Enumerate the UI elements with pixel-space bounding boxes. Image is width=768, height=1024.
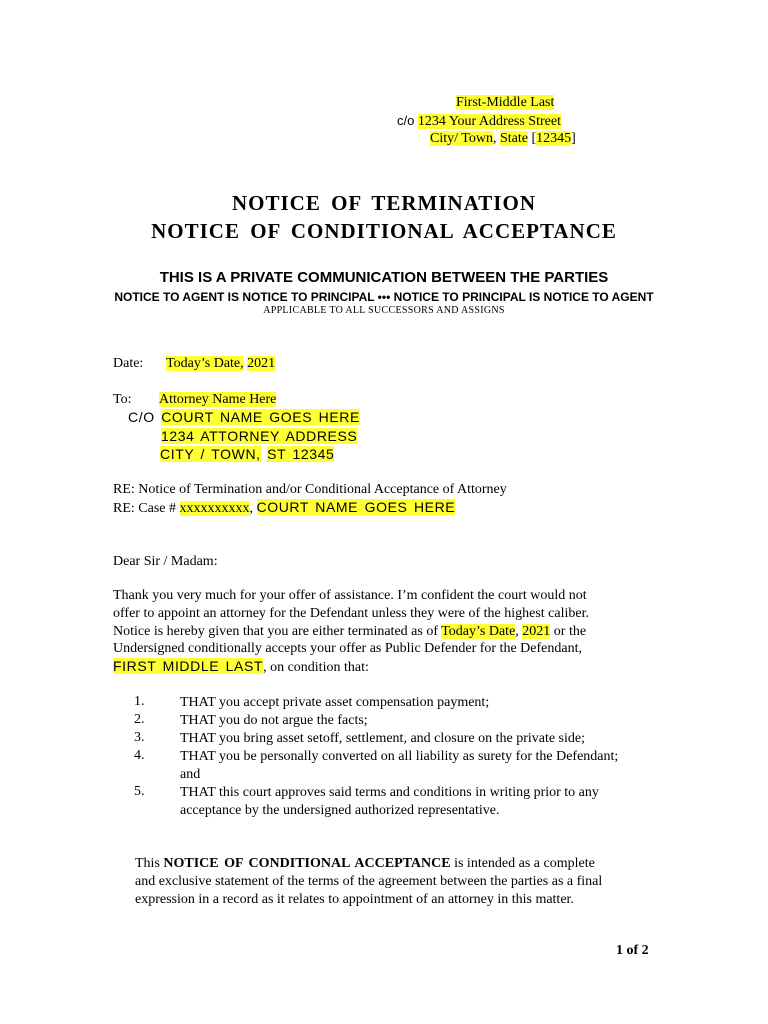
defendant-name: FIRST MIDDLE LAST <box>113 658 264 674</box>
body-line-4: Undersigned conditionally accepts your offer as Public Defender for the Defendant, <box>113 641 582 656</box>
list-item: THAT you do not argue the facts; <box>180 713 368 728</box>
attorney-name: Attorney Name Here <box>159 392 277 407</box>
case-number: xxxxxxxxxx <box>179 501 250 516</box>
recipient-city-line <box>160 445 334 463</box>
body-year: 2021 <box>522 624 551 639</box>
re-notice-line: RE: Notice of Termination and/or Conditional Acceptance of Attorney <box>113 482 507 497</box>
closing-line-2: and exclusive statement of the terms of the agreement between the parties as a final <box>135 874 603 889</box>
agent-principal-notice: NOTICE TO AGENT IS NOTICE TO PRINCIPAL ••• NOTICE TO PRINCIPAL IS NOTICE TO AGENT <box>114 290 654 304</box>
sender-street: 1234 Your Address Street <box>417 114 561 129</box>
re-court: COURT NAME GOES HERE <box>256 499 456 515</box>
sender-name: First-Middle Last <box>456 95 555 110</box>
recipient-address: 1234 ATTORNEY ADDRESS <box>161 428 358 444</box>
page-number: 1 of 2 <box>616 943 649 958</box>
closing-line-3: expression in a record as it relates to appointment of an attorney in this matter. <box>135 892 574 907</box>
to-label: To: <box>113 392 132 407</box>
date-label: Date: <box>113 356 144 371</box>
sender-co-label: c/o <box>397 113 415 128</box>
title-conditional-acceptance: NOTICE OF CONDITIONAL ACCEPTANCE <box>151 219 617 243</box>
title-termination: NOTICE OF TERMINATION <box>232 191 536 215</box>
recipient-city: CITY / TOWN, <box>160 446 261 462</box>
re-case-line: RE: Case # xxxxxxxxxx, COURT NAME GOES HERE <box>113 499 456 516</box>
closing-bold-title: NOTICE OF CONDITIONAL ACCEPTANCE <box>163 856 451 871</box>
successors-notice: APPLICABLE TO ALL SUCCESSORS AND ASSIGNS <box>263 305 505 316</box>
recipient-st-zip: ST 12345 <box>267 446 335 462</box>
sender-city: City/ Town <box>430 131 493 146</box>
sender-street-line <box>397 112 561 131</box>
list-item-number: 1. <box>134 694 145 709</box>
recipient-court: COURT NAME GOES HERE <box>161 409 360 425</box>
date-line <box>113 355 275 373</box>
body-date: Today’s Date <box>441 624 516 639</box>
body-line-3: Notice is hereby given that you are either terminated as of Today’s Date, 2021 or the <box>113 624 587 639</box>
co-label: C/O <box>128 409 155 425</box>
body-line-2: offer to appoint an attorney for the Defendant unless they were of the highest caliber. <box>113 606 589 621</box>
list-item: THAT this court approves said terms and conditions in writing prior to any <box>180 785 599 800</box>
sender-zip: 12345 <box>536 131 572 146</box>
list-item-number: 5. <box>134 784 145 799</box>
body-line-5: FIRST MIDDLE LAST, on condition that: <box>113 658 369 675</box>
sender-city-line: City/ Town, State [12345] <box>430 131 576 146</box>
closing-line-1: This NOTICE OF CONDITIONAL ACCEPTANCE is intended as a complete <box>135 856 595 871</box>
co-court-line <box>128 408 360 426</box>
list-item-number: 4. <box>134 748 145 763</box>
sender-state: State <box>499 131 528 146</box>
list-item: THAT you accept private asset compensation payment; <box>180 695 490 710</box>
list-item-number: 3. <box>134 730 145 745</box>
private-communication-heading: THIS IS A PRIVATE COMMUNICATION BETWEEN THE PARTIES <box>159 269 609 286</box>
list-item-continuation: and <box>180 767 201 782</box>
salutation: Dear Sir / Madam: <box>113 554 218 569</box>
body-line-1: Thank you very much for your offer of assistance. I’m confident the court would not <box>113 588 587 603</box>
list-item: THAT you be personally converted on all liability as surety for the Defendant; <box>180 749 619 764</box>
list-item-number: 2. <box>134 712 145 727</box>
list-item: THAT you bring asset setoff, settlement, and closure on the private side; <box>180 731 586 746</box>
date-value: Today’s Date, <box>166 356 244 371</box>
list-item-continuation: acceptance by the undersigned authorized representative. <box>180 803 500 818</box>
date-year: 2021 <box>247 356 276 371</box>
